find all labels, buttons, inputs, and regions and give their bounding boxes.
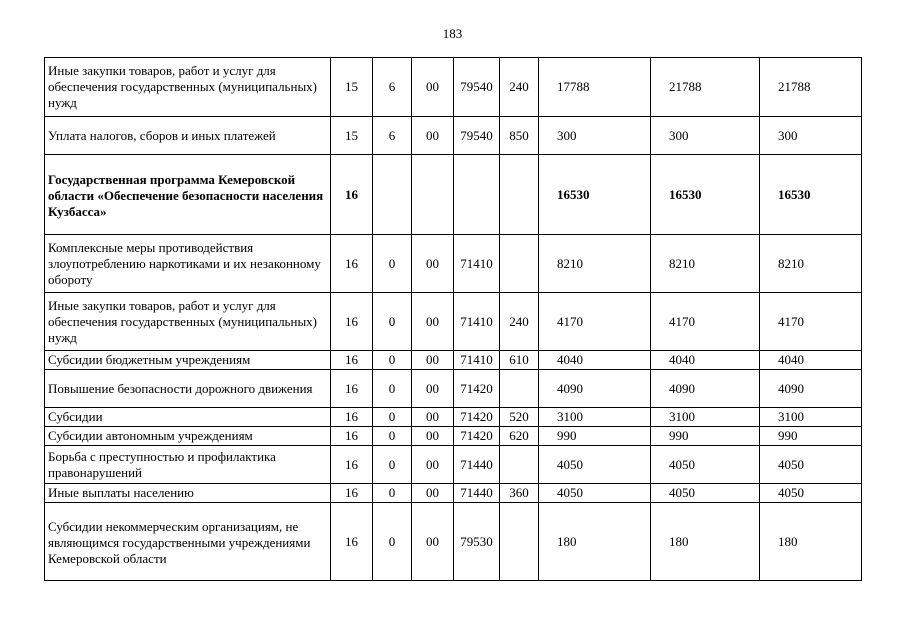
subprogram-code: 6 bbox=[373, 117, 412, 155]
row-name: Субсидии некоммерческим организациям, не являющимся государственными учреждениями Кемеровской области bbox=[45, 503, 331, 581]
table-row bbox=[45, 235, 862, 293]
amount-year-1: 990 bbox=[539, 427, 651, 446]
direction-code: 00 bbox=[412, 370, 454, 408]
target-code: 71420 bbox=[454, 427, 500, 446]
subprogram-code: 0 bbox=[373, 427, 412, 446]
row-name: Иные закупки товаров, работ и услуг для обеспечения государственных (муниципальных) нужд bbox=[45, 58, 331, 117]
row-name: Иные закупки товаров, работ и услуг для обеспечения государственных (муниципальных) нужд bbox=[45, 293, 331, 351]
expense-type-code: 850 bbox=[500, 117, 539, 155]
amount-year-2: 4040 bbox=[651, 351, 760, 370]
expense-type-code: 520 bbox=[500, 408, 539, 427]
target-code: 71440 bbox=[454, 446, 500, 484]
direction-code: 00 bbox=[412, 446, 454, 484]
amount-year-2: 4050 bbox=[651, 446, 760, 484]
target-code: 71410 bbox=[454, 235, 500, 293]
expense-type-code: 620 bbox=[500, 427, 539, 446]
target-code: 79540 bbox=[454, 58, 500, 117]
amount-year-2: 4090 bbox=[651, 370, 760, 408]
row-name: Комплексные меры противодействия злоупотреблению наркотиками и их незаконному обороту bbox=[45, 235, 331, 293]
amount-year-1: 4050 bbox=[539, 446, 651, 484]
program-code: 16 bbox=[331, 351, 373, 370]
expense-type-code bbox=[500, 446, 539, 484]
table-row bbox=[45, 484, 862, 503]
amount-year-2: 4170 bbox=[651, 293, 760, 351]
target-code: 79540 bbox=[454, 117, 500, 155]
expense-type-code bbox=[500, 503, 539, 581]
amount-year-2: 4050 bbox=[651, 484, 760, 503]
expense-type-code: 240 bbox=[500, 293, 539, 351]
row-name: Борьба с преступностью и профилактика правонарушений bbox=[45, 446, 331, 484]
amount-year-3: 16530 bbox=[760, 155, 862, 235]
table-row bbox=[45, 293, 862, 351]
program-code: 15 bbox=[331, 58, 373, 117]
target-code: 71440 bbox=[454, 484, 500, 503]
program-code: 16 bbox=[331, 503, 373, 581]
amount-year-1: 180 bbox=[539, 503, 651, 581]
amount-year-3: 300 bbox=[760, 117, 862, 155]
row-name: Субсидии bbox=[45, 408, 331, 427]
table-row bbox=[45, 351, 862, 370]
amount-year-3: 4050 bbox=[760, 484, 862, 503]
amount-year-3: 4040 bbox=[760, 351, 862, 370]
amount-year-1: 4090 bbox=[539, 370, 651, 408]
subprogram-code: 0 bbox=[373, 351, 412, 370]
amount-year-1: 17788 bbox=[539, 58, 651, 117]
amount-year-3: 990 bbox=[760, 427, 862, 446]
direction-code: 00 bbox=[412, 351, 454, 370]
direction-code: 00 bbox=[412, 235, 454, 293]
expense-type-code: 240 bbox=[500, 58, 539, 117]
table-row bbox=[45, 408, 862, 427]
amount-year-1: 8210 bbox=[539, 235, 651, 293]
direction-code: 00 bbox=[412, 117, 454, 155]
amount-year-2: 21788 bbox=[651, 58, 760, 117]
expense-type-code bbox=[500, 155, 539, 235]
subprogram-code: 0 bbox=[373, 370, 412, 408]
row-name: Повышение безопасности дорожного движения bbox=[45, 370, 331, 408]
amount-year-3: 8210 bbox=[760, 235, 862, 293]
program-code: 16 bbox=[331, 155, 373, 235]
amount-year-1: 4170 bbox=[539, 293, 651, 351]
subprogram-code: 6 bbox=[373, 58, 412, 117]
amount-year-3: 4090 bbox=[760, 370, 862, 408]
amount-year-3: 3100 bbox=[760, 408, 862, 427]
amount-year-3: 180 bbox=[760, 503, 862, 581]
program-code: 16 bbox=[331, 446, 373, 484]
amount-year-2: 16530 bbox=[651, 155, 760, 235]
program-code: 16 bbox=[331, 408, 373, 427]
direction-code: 00 bbox=[412, 503, 454, 581]
program-code: 16 bbox=[331, 370, 373, 408]
amount-year-2: 990 bbox=[651, 427, 760, 446]
target-code: 71420 bbox=[454, 408, 500, 427]
expense-type-code bbox=[500, 235, 539, 293]
amount-year-1: 300 bbox=[539, 117, 651, 155]
row-name: Уплата налогов, сборов и иных платежей bbox=[45, 117, 331, 155]
target-code: 79530 bbox=[454, 503, 500, 581]
table-row bbox=[45, 446, 862, 484]
subprogram-code bbox=[373, 155, 412, 235]
row-name: Иные выплаты населению bbox=[45, 484, 331, 503]
amount-year-1: 4050 bbox=[539, 484, 651, 503]
program-code: 16 bbox=[331, 235, 373, 293]
subprogram-code: 0 bbox=[373, 503, 412, 581]
page-number: 183 bbox=[442, 26, 463, 41]
target-code: 71410 bbox=[454, 293, 500, 351]
target-code: 71420 bbox=[454, 370, 500, 408]
table-row bbox=[45, 427, 862, 446]
direction-code bbox=[412, 155, 454, 235]
program-code: 15 bbox=[331, 117, 373, 155]
target-code: 71410 bbox=[454, 351, 500, 370]
subprogram-code: 0 bbox=[373, 484, 412, 503]
amount-year-2: 180 bbox=[651, 503, 760, 581]
program-code: 16 bbox=[331, 427, 373, 446]
row-name: Субсидии автономным учреждениям bbox=[45, 427, 331, 446]
budget-table bbox=[44, 57, 862, 581]
direction-code: 00 bbox=[412, 408, 454, 427]
amount-year-3: 4170 bbox=[760, 293, 862, 351]
subprogram-code: 0 bbox=[373, 235, 412, 293]
table-row-program-header bbox=[45, 155, 862, 235]
table-row bbox=[45, 117, 862, 155]
amount-year-3: 21788 bbox=[760, 58, 862, 117]
direction-code: 00 bbox=[412, 58, 454, 117]
direction-code: 00 bbox=[412, 484, 454, 503]
expense-type-code bbox=[500, 370, 539, 408]
row-name: Государственная программа Кемеровской области «Обеспечение безопасности населения Кузбасса» bbox=[45, 155, 331, 235]
amount-year-2: 300 bbox=[651, 117, 760, 155]
expense-type-code: 610 bbox=[500, 351, 539, 370]
subprogram-code: 0 bbox=[373, 446, 412, 484]
amount-year-3: 4050 bbox=[760, 446, 862, 484]
row-name: Субсидии бюджетным учреждениям bbox=[45, 351, 331, 370]
amount-year-2: 8210 bbox=[651, 235, 760, 293]
table-row bbox=[45, 370, 862, 408]
table-row bbox=[45, 58, 862, 117]
amount-year-1: 16530 bbox=[539, 155, 651, 235]
direction-code: 00 bbox=[412, 427, 454, 446]
expense-type-code: 360 bbox=[500, 484, 539, 503]
subprogram-code: 0 bbox=[373, 408, 412, 427]
subprogram-code: 0 bbox=[373, 293, 412, 351]
program-code: 16 bbox=[331, 293, 373, 351]
amount-year-1: 3100 bbox=[539, 408, 651, 427]
table-row bbox=[45, 503, 862, 581]
target-code bbox=[454, 155, 500, 235]
direction-code: 00 bbox=[412, 293, 454, 351]
program-code: 16 bbox=[331, 484, 373, 503]
amount-year-2: 3100 bbox=[651, 408, 760, 427]
amount-year-1: 4040 bbox=[539, 351, 651, 370]
